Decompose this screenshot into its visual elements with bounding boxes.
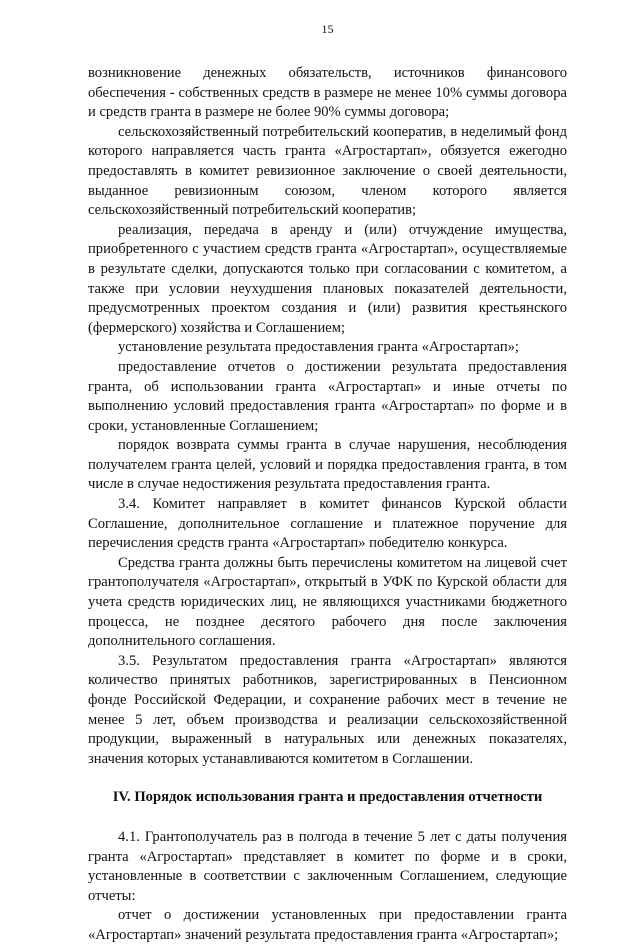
paragraph-reporting: предоставление отчетов о достижении результата предоставления гранта, об использовании гранта «Агростартап» и иные отчеты по выполнению условий предоставления гранта «Агростартап» по форме и в сроки, установленные Соглашением; — [88, 358, 567, 434]
paragraph-refund-procedure: порядок возврата суммы гранта в случае нарушения, несоблюдения получателем гранта целей, условий и порядка предоставления гранта, в том числе в случае недостижения результата предоставления гранта. — [88, 437, 567, 493]
paragraph-result-setting: установление результата предоставления гранта «Агростартап»; — [118, 339, 519, 356]
paragraph-4-1: 4.1. Грантополучатель раз в полгода в течение 5 лет с даты получения гранта «Агростартап» представляет в комитет по форме и в сроки, установленные в соответствии с заключенным Соглашением, следующие отчеты: — [88, 828, 567, 904]
paragraph-results-report: отчет о достижении установленных при предоставлении гранта «Агростартап» значений результата предоставления гранта «Агростартап»; — [88, 907, 567, 943]
paragraph-3-5: 3.5. Результатом предоставления гранта «Агростартап» являются количество принятых работников, зарегистрированных в Пенсионном фонде Российской Федерации, и сохранение рабочих мест в течение не менее 5 лет, объем производства и реализации сельскохозяйственной продукции, выраженный в натуральных или денежных показателях, значения которых устанавливаются комитетом в Соглашении. — [88, 652, 567, 767]
paragraph-cooperative-audit: сельскохозяйственный потребительский кооператив, в неделимый фонд которого направляется часть гранта «Агростартап», обязуется ежегодно предоставлять в комитет ревизионное заключение о своей деятельности, выданное ревизионным союзом, членом которого является сельскохозяйственный потребительский кооператив; — [88, 123, 567, 219]
paragraph-continuation: возникновение денежных обязательств, источников финансового обеспечения - собственных средств в размере не менее 10% суммы договора и средств гранта в размере не более 90% суммы договора; — [88, 65, 567, 121]
page-number: 15 — [321, 22, 334, 36]
paragraph-funds-transfer: Средства гранта должны быть перечислены комитетом на лицевой счет грантополучателя «Агростартап», открытый в УФК по Курской области для учета средств юридических лиц, не являющихся участниками бюджетного процесса, не позднее десятого рабочего дня после заключения дополнительного соглашения. — [88, 554, 567, 650]
section-heading: IV. Порядок использования гранта и предоставления отчетности — [112, 789, 543, 806]
paragraph-property-disposal: реализация, передача в аренду и (или) отчуждение имущества, приобретенного с участием средств гранта «Агростартап», осуществляемые в результате сделки, допускаются только при согласовании с комитетом, а также при условии неухудшения плановых показателей деятельности, предусмотренных проектом создания и (или) развития крестьянского (фермерского) хозяйства и Соглашением; — [88, 221, 567, 336]
paragraph-3-4: 3.4. Комитет направляет в комитет финансов Курской области Соглашение, дополнительное соглашение и платежное поручение для перечисления средств гранта «Агростартап» победителю конкурса. — [88, 496, 567, 552]
